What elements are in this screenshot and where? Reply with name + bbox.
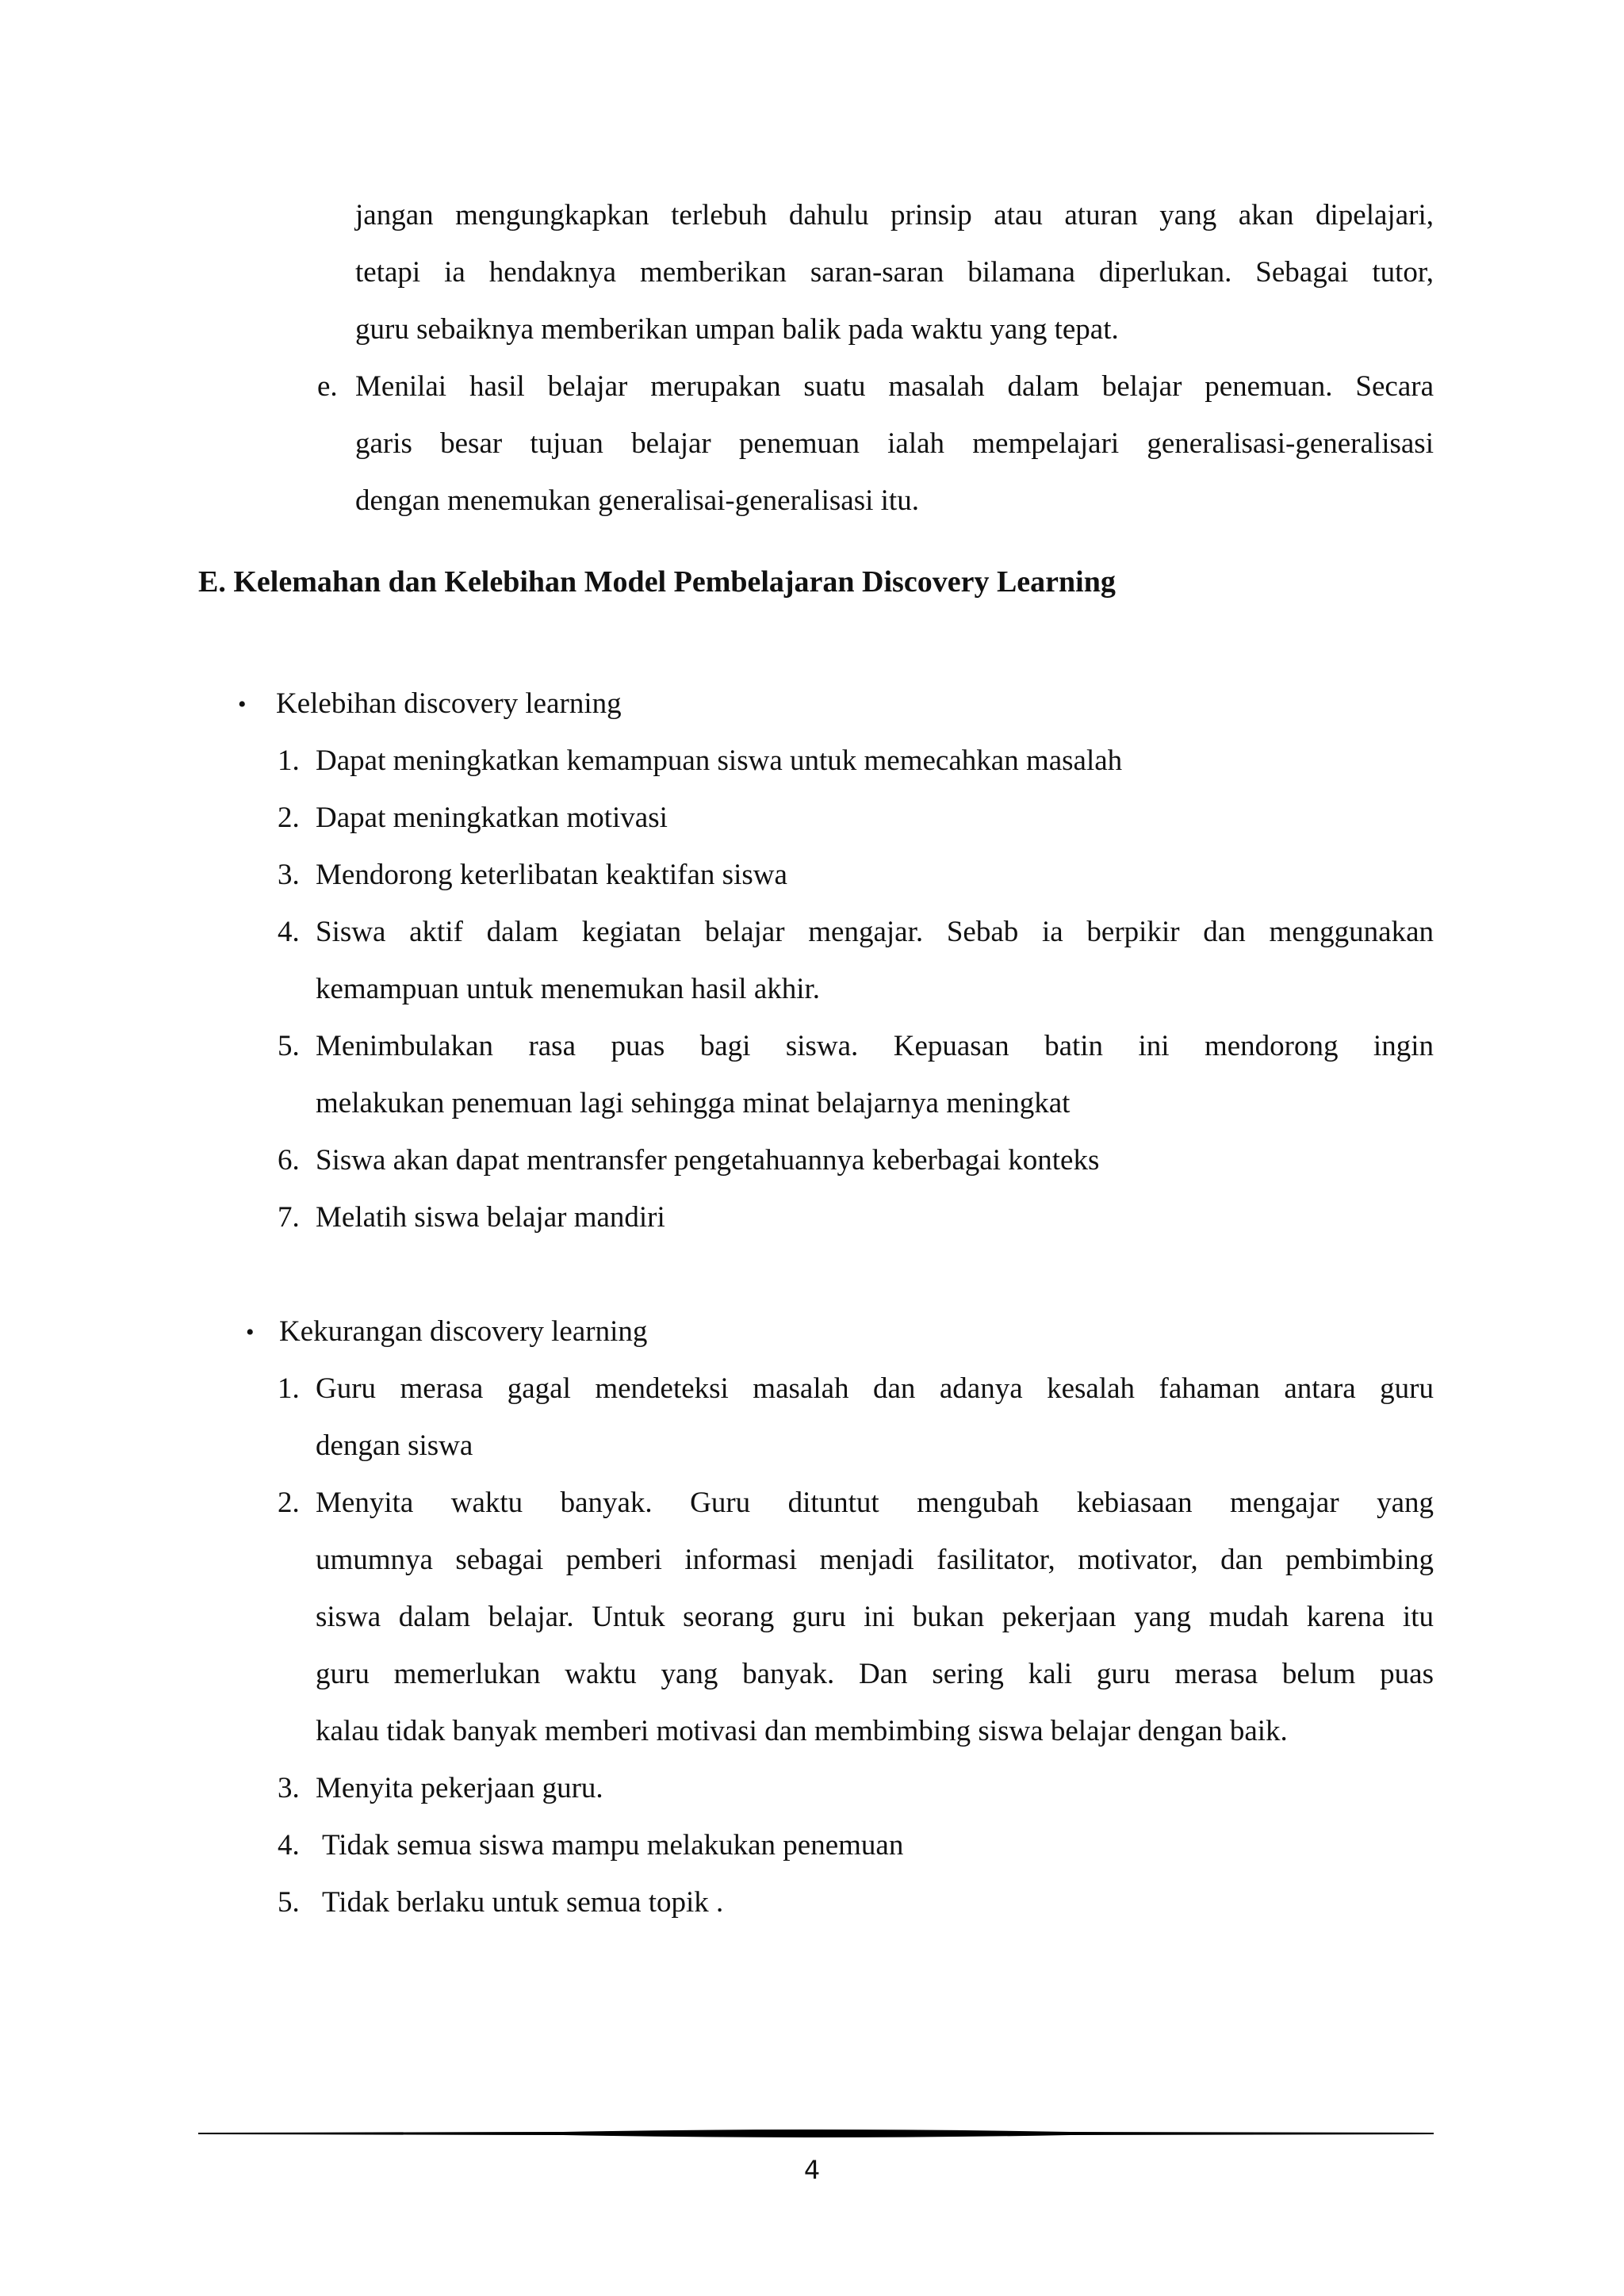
list-item: Menyita waktu banyak. Guru dituntut mengubah kebiasaan mengajar yang <box>316 1487 1434 1519</box>
list-item-continuation: kemampuan untuk menemukan hasil akhir. <box>316 973 821 1005</box>
paragraph-line: guru sebaiknya memberikan umpan balik pada waktu yang tepat. <box>355 313 1119 346</box>
list-item-continuation: umumnya sebagai pemberi informasi menjadi fasilitator, motivator, dan pembimbing <box>316 1544 1434 1576</box>
page-number: 4 <box>803 2155 821 2185</box>
list-item-continuation: siswa dalam belajar. Untuk seorang guru ini bukan pekerjaan yang mudah karena itu <box>316 1601 1434 1633</box>
list-item: Dapat meningkatkan motivasi <box>316 802 668 834</box>
list-title: Kekurangan discovery learning <box>279 1315 648 1348</box>
list-number: 5. <box>278 1886 300 1919</box>
paragraph-line: Menilai hasil belajar merupakan suatu masalah dalam belajar penemuan. Secara <box>355 370 1434 403</box>
list-number: 3. <box>278 1772 300 1804</box>
list-item: Siswa akan dapat mentransfer pengetahuannya keberbagai konteks <box>316 1144 1100 1177</box>
section-heading: E. Kelemahan dan Kelebihan Model Pembelajaran Discovery Learning <box>198 565 1116 599</box>
footer-divider <box>198 2127 1434 2140</box>
list-item: Menimbulakan rasa puas bagi siswa. Kepuasan batin ini mendorong ingin <box>316 1030 1434 1062</box>
bullet-icon: • <box>238 691 247 718</box>
list-item-continuation: guru memerlukan waktu yang banyak. Dan sering kali guru merasa belum puas <box>316 1658 1434 1690</box>
list-item-continuation: kalau tidak banyak memberi motivasi dan membimbing siswa belajar dengan baik. <box>316 1715 1288 1747</box>
list-item-continuation: melakukan penemuan lagi sehingga minat belajarnya meningkat <box>316 1087 1071 1119</box>
list-number: 2. <box>278 802 300 834</box>
list-number: 3. <box>278 859 300 891</box>
paragraph-line: dengan menemukan generalisai-generalisasi itu. <box>355 484 919 517</box>
list-number: 6. <box>278 1144 300 1177</box>
list-number: 2. <box>278 1487 300 1519</box>
list-item: Guru merasa gagal mendeteksi masalah dan adanya kesalah fahaman antara guru <box>316 1372 1434 1405</box>
list-item: Siswa aktif dalam kegiatan belajar mengajar. Sebab ia berpikir dan menggunakan <box>316 916 1434 948</box>
list-number: 4. <box>278 1829 300 1862</box>
list-number: 7. <box>278 1201 300 1234</box>
paragraph-line: garis besar tujuan belajar penemuan ialah mempelajari generalisasi-generalisasi <box>355 427 1434 460</box>
list-item: Dapat meningkatkan kemampuan siswa untuk memecahkan masalah <box>316 744 1123 777</box>
paragraph-line: tetapi ia hendaknya memberikan saran-saran bilamana diperlukan. Sebagai tutor, <box>355 256 1434 289</box>
paragraph-line: jangan mengungkapkan terlebuh dahulu prinsip atau aturan yang akan dipelajari, <box>355 199 1434 232</box>
list-title: Kelebihan discovery learning <box>276 687 622 720</box>
list-number: 5. <box>278 1030 300 1062</box>
list-item: Menyita pekerjaan guru. <box>316 1772 603 1804</box>
list-marker: e. <box>317 370 338 403</box>
list-item: Melatih siswa belajar mandiri <box>316 1201 665 1234</box>
list-item: Tidak berlaku untuk semua topik . <box>322 1886 724 1919</box>
bullet-icon: • <box>246 1319 255 1345</box>
list-item: Tidak semua siswa mampu melakukan penemuan <box>322 1829 904 1862</box>
list-number: 1. <box>278 1372 300 1405</box>
list-item-continuation: dengan siswa <box>316 1429 473 1462</box>
list-number: 1. <box>278 744 300 777</box>
list-item: Mendorong keterlibatan keaktifan siswa <box>316 859 787 891</box>
list-number: 4. <box>278 916 300 948</box>
